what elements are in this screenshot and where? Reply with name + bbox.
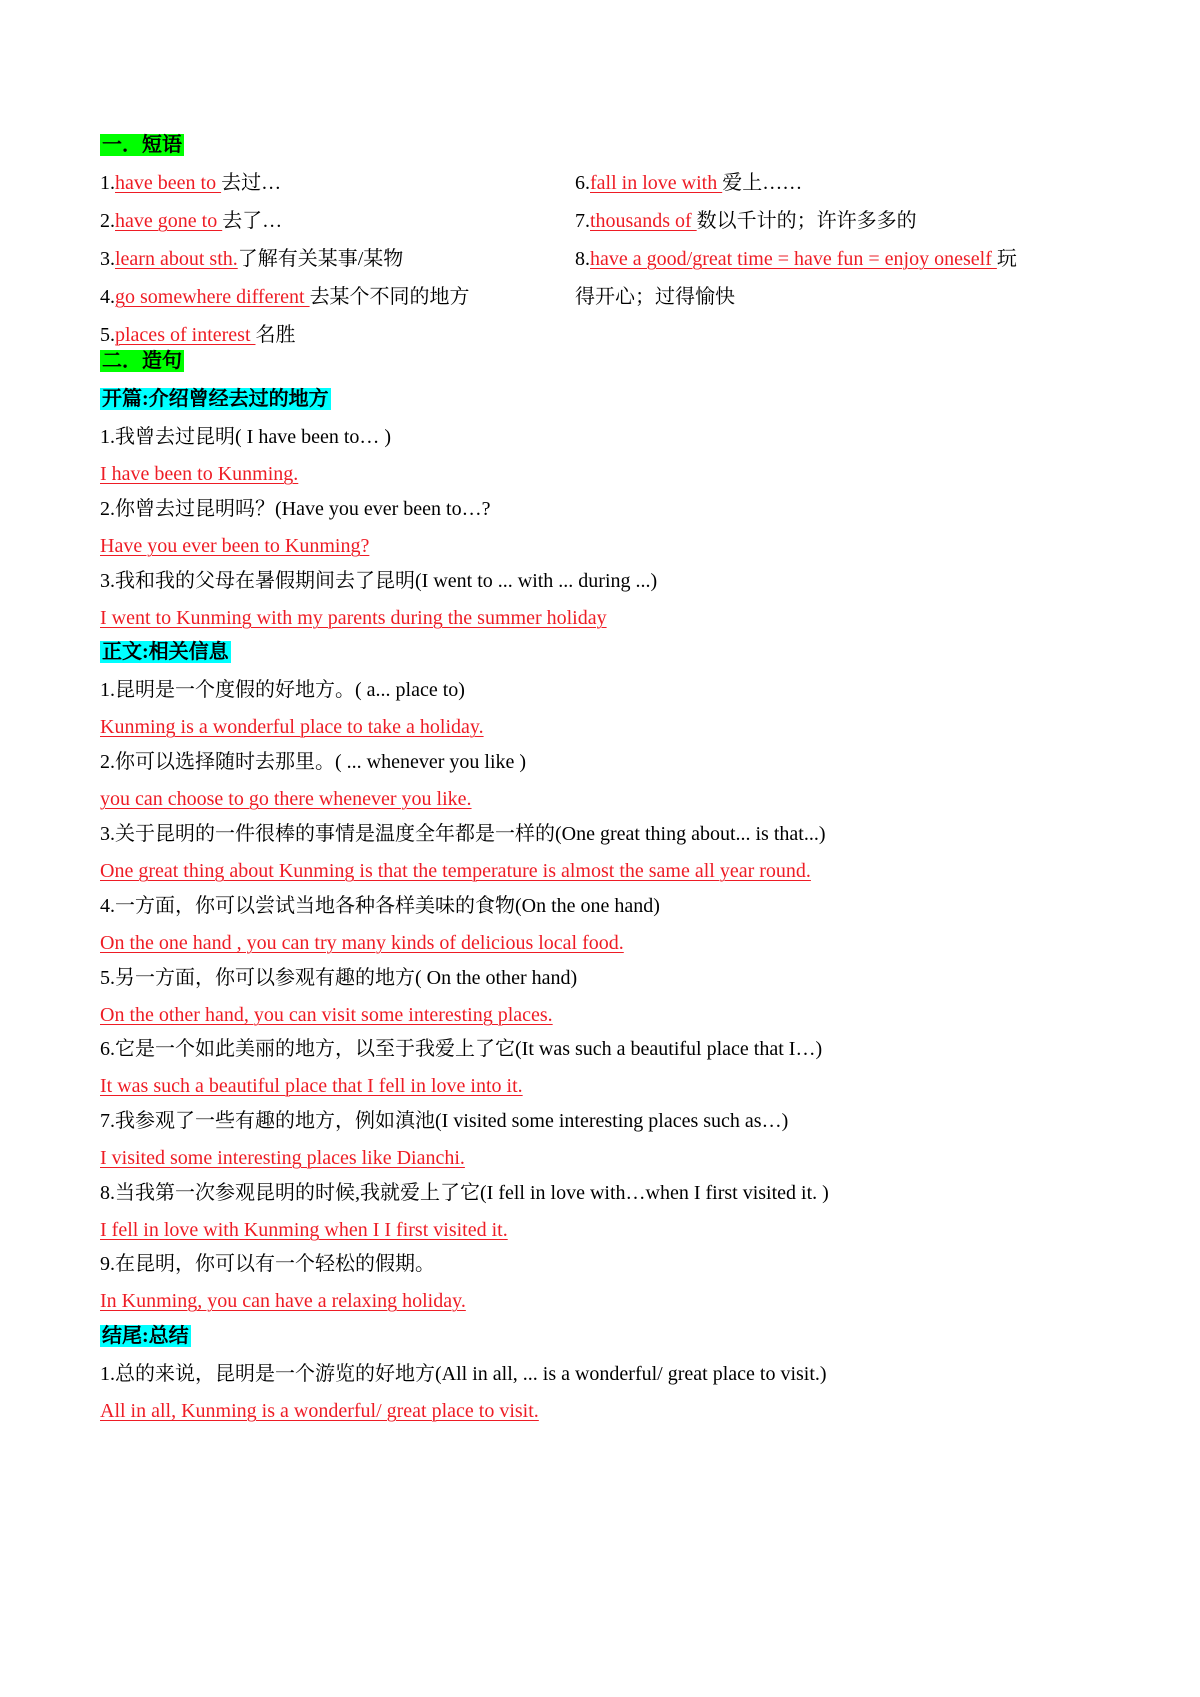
opening-heading-label: 开篇:介绍曾经去过的地方 [102,388,329,410]
phrase-item-continued [575,284,735,310]
ending-answer: All in all, Kunming is a wonderful/ great place to visit. [100,1400,539,1422]
opening-answer: I have been to Kunming. [100,463,299,485]
phrase-number: 5. [100,324,115,346]
sentences-heading-label: 二．造句 [102,350,182,372]
body-question: 7.我参观了一些有趣的地方，例如滇池(I visited some interesting places such as…) [100,1110,789,1132]
opening-question: 2.你曾去过昆明吗？(Have you ever been to…? [100,498,491,520]
phrase-chinese: 名胜 [255,324,296,346]
opening-heading [100,386,331,412]
phrase-english: places of interest [115,324,256,346]
body-question: 1.昆明是一个度假的好地方。( a... place to) [100,679,465,701]
phrase-number: 1. [100,172,115,194]
body-question: 2.你可以选择随时去那里。( ... whenever you like ) [100,751,527,773]
body-answer: you can choose to go there whenever you like. [100,788,472,810]
phrase-english: thousands of [590,210,697,232]
body-question: 6.它是一个如此美丽的地方，以至于我爱上了它(It was such a beautiful place that I…) [100,1038,823,1060]
body-answer: One great thing about Kunming is that the temperature is almost the same all year round. [100,860,811,882]
phrase-english: have been to [115,172,222,194]
phrase-english: have a good/great time = have fun = enjoy oneself [590,248,997,270]
body-answer: I visited some interesting places like Dianchi. [100,1147,465,1169]
phrase-english: learn about sth. [115,248,238,270]
body-question: 9.在昆明，你可以有一个轻松的假期。 [100,1253,435,1275]
body-answer: It was such a beautiful place that I fell in love into it. [100,1075,523,1097]
body-heading-label: 正文:相关信息 [102,641,229,663]
body-question: 8.当我第一次参观昆明的时候,我就爱上了它(I fell in love with…when I first visited it. ) [100,1182,829,1204]
phrase-chinese: 数以千计的；许许多多的 [696,210,917,232]
body-question: 5.另一方面，你可以参观有趣的地方( On the other hand) [100,967,578,989]
phrase-item [575,246,1017,272]
opening-question: 1.我曾去过昆明( I have been to… ) [100,426,392,448]
phrase-english: have gone to [115,210,223,232]
body-answer: Kunming is a wonderful place to take a holiday. [100,716,484,738]
phrase-chinese: 了解有关某事/某物 [237,248,404,270]
phrase-chinese: 得开心；过得愉快 [575,286,735,308]
opening-question: 3.我和我的父母在暑假期间去了昆明(I went to ... with ... during ...) [100,570,658,592]
phrase-item [575,170,802,196]
body-question: 3.关于昆明的一件很棒的事情是温度全年都是一样的(One great thing about... is that...) [100,823,826,845]
phrase-chinese: 爱上…… [722,172,803,194]
phrase-english: fall in love with [590,172,723,194]
body-answer: On the other hand, you can visit some interesting places. [100,1004,553,1026]
ending-heading [100,1323,191,1349]
sentences-heading [100,348,184,374]
body-question: 4.一方面，你可以尝试当地各种各样美味的食物(On the one hand) [100,895,660,917]
phrases-heading-label: 一．短语 [102,134,182,156]
opening-answer: Have you ever been to Kunming? [100,535,370,557]
phrase-item [575,208,917,234]
phrase-number: 2. [100,210,115,232]
body-heading [100,639,231,665]
phrase-item [100,208,282,234]
phrase-number: 4. [100,286,115,308]
ending-heading-label: 结尾:总结 [102,1325,189,1347]
phrase-number: 7. [575,210,590,232]
phrase-chinese: 去某个不同的地方 [309,286,470,308]
phrase-chinese: 去了… [222,210,283,232]
ending-question: 1.总的来说，昆明是一个游览的好地方(All in all, ... is a wonderful/ great place to visit.) [100,1363,827,1385]
body-answer: I fell in love with Kunming when I I first visited it. [100,1219,508,1241]
phrase-item [100,284,470,310]
phrase-english: go somewhere different [115,286,310,308]
body-answer: On the one hand , you can try many kinds of delicious local food. [100,932,624,954]
phrase-number: 8. [575,248,590,270]
phrase-number: 6. [575,172,590,194]
phrase-item [100,246,403,272]
phrase-chinese: 玩 [996,248,1017,270]
phrase-chinese: 去过… [221,172,282,194]
opening-answer: I went to Kunming with my parents during the summer holiday [100,607,607,629]
phrase-item [100,170,281,196]
phrases-heading [100,132,184,158]
phrase-number: 3. [100,248,115,270]
body-answer: In Kunming, you can have a relaxing holiday. [100,1290,466,1312]
phrase-item [100,322,296,348]
